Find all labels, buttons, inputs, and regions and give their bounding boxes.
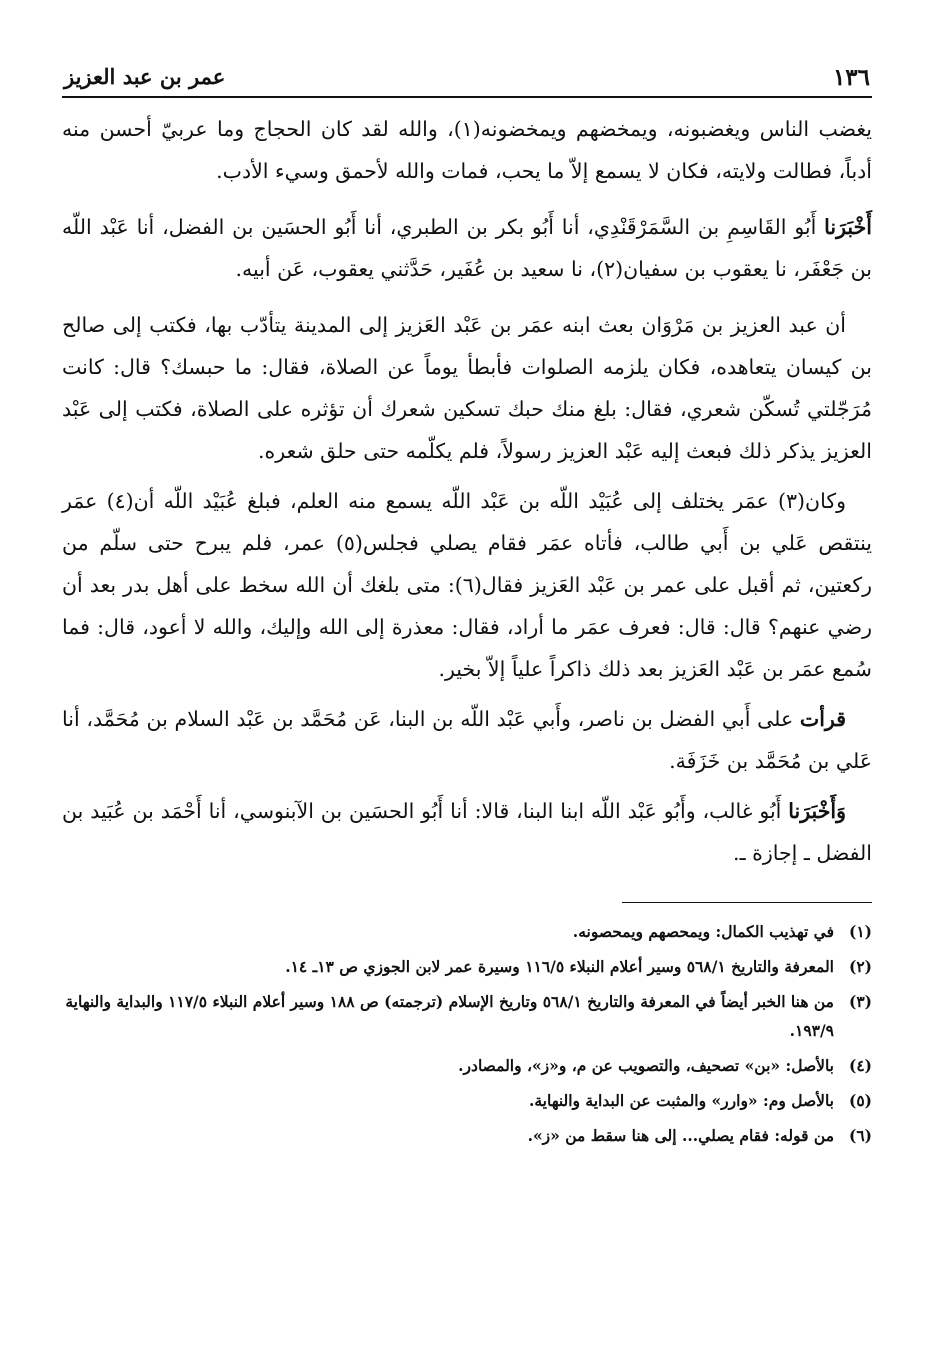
main-text [62, 108, 872, 874]
footnote-text: بالأصل: «بن» تصحيف، والتصويب عن م، و«ز»، والمصادر. [458, 1056, 834, 1075]
footnote [62, 1121, 872, 1150]
footnote [62, 917, 872, 946]
book-page [62, 60, 872, 1310]
footnote-number: (٤) [848, 1056, 872, 1075]
footnote-text: بالأصل وم: «وارر» والمثبت عن البداية والنهاية. [528, 1091, 834, 1110]
paragraph-text: أَبُو غالب، وأَبُو عَبْد اللّه ابنا البنا، قالا: أنا أَبُو الحسَين بن الآبنوسي، أنا أَحْمَد بن عُبَيد بن الفضل ـ إجازة ـ. [62, 799, 872, 865]
footnote-number: (١) [848, 922, 872, 941]
footnote [62, 952, 872, 981]
paragraph-text: أَبُو القَاسِمِ بن السَّمَرْقَنْدِي، أنا أَبُو بكر بن الطبري، أنا أَبُو الحسَين بن الفضل، أنا عَبْد اللّه بن جَعْفَر، نا يعقوب بن سفيان(٢)، نا سعيد بن عُفَير، حَدَّثني يعقوب، عَن أبيه. [62, 215, 872, 281]
paragraph-text: على أَبي الفضل بن ناصر، وأَبي عَبْد اللّه بن البنا، عَن مُحَمَّد بن عَبْد السلام بن مُحَمَّد، أنا عَلي بن مُحَمَّد بن خَزَفَة. [62, 707, 872, 773]
running-title: عمر بن عبد العزيز [64, 64, 226, 89]
footnote [62, 1086, 872, 1115]
paragraph [62, 790, 872, 874]
footnote-number: (٥) [848, 1091, 872, 1110]
paragraph-text: أن عبد العزيز بن مَرْوَان بعث ابنه عمَر بن عَبْد العَزيز إلى المدينة يتأدّب بها، فكتب إلى صالح بن كيسان يتعاهده، فكان يلزمه الصلوات فأبطأ يوماً عن الصلاة، فقال: ما حبسك؟ قال: كانت مُرَجّلتي تُسكّن شعري، فقال: بلغ منك حبك تسكين شعرك أن تؤثره على الصلاة، فكتب إلى عَبْد العزيز يذكر ذلك فبعث إليه عَبْد العزيز رسولاً، فلم يكلّمه حتى حلق شعره. [62, 313, 872, 463]
footnote-divider [622, 902, 872, 903]
footnotes [62, 917, 872, 1150]
paragraph [62, 206, 872, 290]
footnote-number: (٦) [848, 1126, 872, 1145]
footnote-number: (٢) [848, 957, 872, 976]
paragraph [62, 480, 872, 690]
footnote-number: (٣) [848, 992, 872, 1011]
footnote-text: من هنا الخبر أيضاً في المعرفة والتاريخ ٥٦٨/١ وتاريخ الإسلام (ترجمته) ص ١٨٨ وسير أعلام النبلاء ١١٧/٥ والبداية والنهاية ١٩٣/٩. [65, 992, 834, 1040]
running-header [62, 60, 872, 98]
paragraph [62, 108, 872, 192]
page-number: ١٣٦ [832, 64, 870, 91]
footnote-text: المعرفة والتاريخ ٥٦٨/١ وسير أعلام النبلاء ١١٦/٥ وسيرة عمر لابن الجوزي ص ١٣ـ ١٤. [285, 957, 834, 976]
paragraph-text: يغضب الناس ويغضبونه، ويمخضهم ويمخضونه(١)، والله لقد كان الحجاج وما عربيّ أحسن منه أدباً، فطالت ولايته، فكان لا يسمع إلاّ ما يحب، فمات والله لأحمق وسيء الأدب. [62, 117, 872, 183]
footnote-text: من قوله: فقام يصلي... إلى هنا سقط من «ز». [527, 1126, 834, 1145]
paragraph-lead: أَخْبَرَنا [824, 215, 872, 239]
paragraph-lead: قرأت [799, 707, 846, 731]
paragraph-lead: وَأَخْبَرَنا [788, 799, 846, 823]
paragraph [62, 304, 872, 472]
footnote [62, 1051, 872, 1080]
paragraph-text: وكان(٣) عمَر يختلف إلى عُبَيْد اللّه بن عَبْد اللّه يسمع منه العلم، فبلغ عُبَيْد اللّه أن(٤) عمَر ينتقص عَلي بن أَبي طالب، فأتاه عمَر فقام يصلي فجلس(٥) عمر، فلم يبرح حتى سلّم من ركعتين، ثم أقبل على عمر بن عَبْد العَزيز فقال(٦): متى بلغك أن الله سخط على أهل بدر بعد أن رضي عنهم؟ قال: قال: فعرف عمَر ما أراد، فقال: معذرة إلى الله وإليك، والله لا أعود، قال: فما سُمع عمَر بن عَبْد العَزيز بعد ذلك ذاكراً علياً إلاّ بخير. [62, 489, 872, 681]
footnote-text: في تهذيب الكمال: ويمحصهم ويمحصونه. [572, 922, 834, 941]
paragraph [62, 698, 872, 782]
footnote [62, 987, 872, 1045]
